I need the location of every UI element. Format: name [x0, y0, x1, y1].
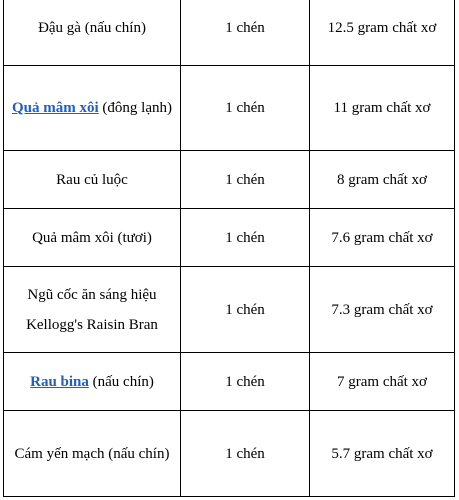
table-row [4, 353, 455, 411]
serving-cell: 1 chén [181, 151, 310, 209]
food-name: Ngũ cốc ăn sáng hiệu Kellogg's Raisin Bran [26, 286, 158, 333]
fiber-cell: 5.7 gram chất xơ [310, 411, 455, 497]
fiber-cell: 7 gram chất xơ [310, 353, 455, 411]
food-cell [4, 0, 181, 66]
table-row [4, 66, 455, 151]
serving-cell: 1 chén [181, 267, 310, 353]
food-link[interactable]: Quả mâm xôi [12, 100, 99, 116]
fiber-cell: 7.3 gram chất xơ [310, 267, 455, 353]
food-note: (nấu chín) [88, 373, 154, 390]
food-cell [4, 66, 181, 151]
fiber-table [3, 0, 455, 497]
fiber-cell: 12.5 gram chất xơ [310, 0, 455, 66]
food-cell [4, 411, 181, 497]
food-name: Rau củ luộc [56, 171, 128, 188]
table-row [4, 411, 455, 497]
food-note: (đông lạnh) [98, 100, 172, 116]
serving-cell: 1 chén [181, 66, 310, 151]
table-row [4, 151, 455, 209]
food-cell [4, 267, 181, 353]
serving-cell: 1 chén [181, 209, 310, 267]
fiber-cell: 11 gram chất xơ [310, 66, 455, 151]
food-name: Quả mâm xôi (tươi) [32, 229, 152, 246]
table-row [4, 0, 455, 66]
food-cell [4, 209, 181, 267]
food-name: Cám yến mạch (nấu chín) [14, 445, 170, 462]
table-row [4, 267, 455, 353]
serving-cell: 1 chén [181, 353, 310, 411]
table-row [4, 209, 455, 267]
serving-cell: 1 chén [181, 411, 310, 497]
food-link[interactable]: Rau bina [30, 373, 89, 390]
fiber-cell: 8 gram chất xơ [310, 151, 455, 209]
serving-cell: 1 chén [181, 0, 310, 66]
fiber-cell: 7.6 gram chất xơ [310, 209, 455, 267]
food-cell [4, 353, 181, 411]
food-name: Đậu gà (nấu chín) [38, 20, 146, 36]
food-cell [4, 151, 181, 209]
